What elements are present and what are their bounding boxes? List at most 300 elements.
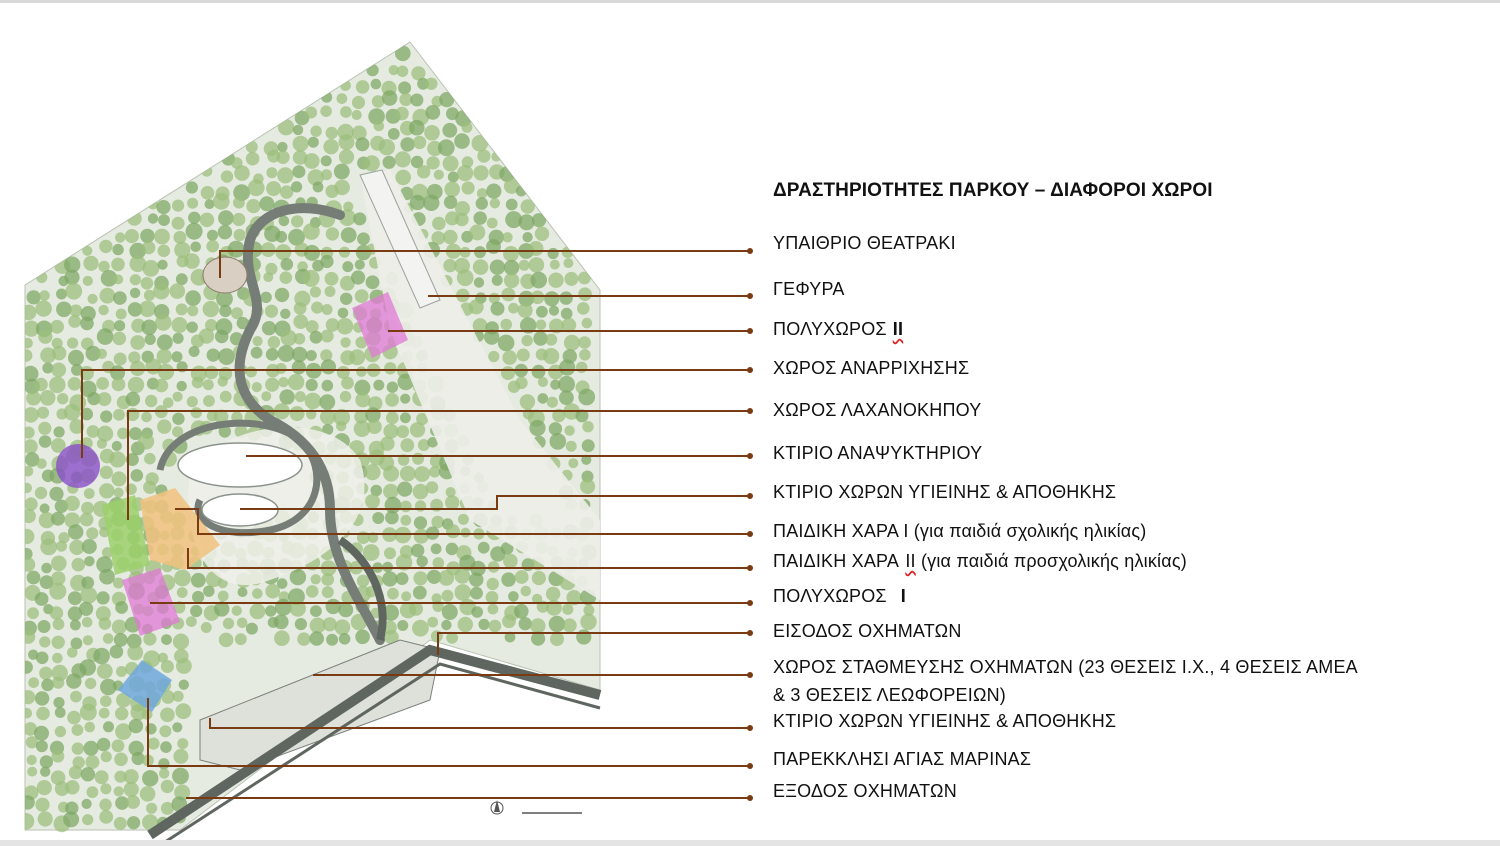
tree bbox=[220, 391, 232, 403]
tree bbox=[544, 291, 559, 306]
tree bbox=[228, 241, 245, 258]
tree bbox=[397, 620, 408, 631]
tree bbox=[461, 528, 471, 538]
tree bbox=[304, 153, 320, 169]
tree bbox=[141, 277, 154, 290]
tree bbox=[173, 634, 189, 650]
tree bbox=[141, 320, 157, 336]
tree bbox=[550, 433, 567, 450]
tree bbox=[548, 248, 559, 259]
tree bbox=[504, 273, 519, 288]
legend-item-climbing-area: ΧΩΡΟΣ ΑΝΑΡΡΙΧΗΣΗΣ bbox=[773, 358, 970, 378]
tree bbox=[461, 122, 472, 133]
tree bbox=[173, 691, 184, 702]
tree bbox=[400, 501, 412, 513]
tree bbox=[339, 134, 355, 150]
tree bbox=[246, 152, 260, 166]
tree bbox=[311, 574, 321, 584]
tree bbox=[321, 573, 334, 586]
tree bbox=[279, 216, 290, 227]
tree bbox=[139, 301, 156, 318]
tree bbox=[218, 376, 228, 386]
tree bbox=[97, 392, 111, 406]
tree bbox=[172, 200, 184, 212]
tree bbox=[561, 308, 573, 320]
tree bbox=[517, 349, 530, 362]
tree bbox=[519, 214, 535, 230]
tree bbox=[547, 397, 558, 408]
legend-item-parking: ΧΩΡΟΣ ΣΤΑΘΜΕΥΣΗΣ ΟΧΗΜΑΤΩΝ (23 ΘΕΣΕΙΣ Ι.Χ., 4 ΘΕΣΕΙΣ ΑΜΕΑ bbox=[773, 657, 1358, 677]
tree bbox=[83, 635, 93, 645]
tree bbox=[206, 240, 219, 253]
tree bbox=[321, 169, 332, 180]
tree bbox=[532, 365, 546, 379]
legend-item-playground-ii bbox=[773, 551, 1187, 572]
tree bbox=[176, 658, 192, 674]
tree bbox=[201, 186, 215, 200]
tree bbox=[266, 348, 279, 361]
legend-item-multi-space-i bbox=[773, 586, 906, 607]
tree bbox=[382, 90, 397, 105]
tree bbox=[543, 348, 559, 364]
tree bbox=[83, 276, 93, 286]
tree bbox=[143, 481, 156, 494]
tree bbox=[400, 438, 414, 452]
tree bbox=[305, 107, 317, 119]
tree bbox=[340, 106, 352, 118]
tree bbox=[127, 816, 140, 829]
tree bbox=[502, 350, 517, 365]
tree bbox=[116, 309, 127, 320]
tree bbox=[100, 783, 111, 794]
tree bbox=[292, 360, 306, 374]
tree bbox=[124, 782, 139, 797]
tree bbox=[72, 742, 84, 754]
tree bbox=[36, 707, 50, 721]
tree bbox=[502, 614, 516, 628]
tree bbox=[549, 306, 559, 316]
legend-item-parking-line2: & 3 ΘΕΣΕΙΣ ΛΕΩΦΟΡΕΙΩΝ) bbox=[773, 685, 1007, 705]
tree bbox=[215, 330, 229, 344]
roman-numeral: I bbox=[900, 586, 906, 606]
tree bbox=[545, 334, 557, 346]
tree bbox=[49, 377, 66, 394]
tree bbox=[113, 332, 127, 346]
tree bbox=[218, 210, 234, 226]
climbing-area bbox=[56, 444, 100, 488]
tree bbox=[207, 230, 218, 241]
tree bbox=[100, 288, 116, 304]
roman-numeral: II bbox=[892, 319, 904, 339]
tree bbox=[38, 620, 51, 633]
tree bbox=[260, 292, 271, 303]
tree bbox=[158, 758, 169, 769]
tree bbox=[310, 605, 322, 617]
tree bbox=[536, 320, 547, 331]
tree bbox=[261, 242, 276, 257]
tree bbox=[275, 244, 291, 260]
tree bbox=[114, 488, 124, 498]
tree bbox=[184, 253, 200, 269]
tree bbox=[340, 293, 352, 305]
tree bbox=[23, 466, 34, 477]
tree bbox=[87, 786, 99, 798]
tree bbox=[413, 136, 426, 149]
tree bbox=[172, 317, 188, 333]
tree bbox=[275, 288, 289, 302]
tree bbox=[158, 214, 170, 226]
tree bbox=[84, 556, 94, 566]
tree bbox=[460, 247, 471, 258]
tree bbox=[49, 487, 63, 501]
leader-dots bbox=[747, 248, 753, 801]
tree bbox=[455, 584, 472, 601]
tree bbox=[276, 151, 289, 164]
tree bbox=[365, 494, 380, 509]
tree bbox=[175, 703, 191, 719]
tree bbox=[72, 724, 84, 736]
tree bbox=[174, 570, 191, 587]
tree bbox=[364, 464, 380, 480]
tree bbox=[113, 578, 124, 589]
legend-item-open-air-theatre: ΥΠΑΙΘΡΙΟ ΘΕΑΤΡΑΚΙ bbox=[773, 233, 956, 253]
tree bbox=[67, 711, 81, 725]
tree bbox=[431, 543, 442, 554]
tree bbox=[56, 289, 67, 300]
tree bbox=[355, 289, 369, 303]
tree bbox=[568, 458, 578, 468]
tree bbox=[336, 421, 346, 431]
tree bbox=[400, 412, 411, 423]
tree bbox=[470, 587, 483, 600]
tree bbox=[498, 335, 515, 352]
tree bbox=[514, 604, 529, 619]
tree bbox=[383, 156, 396, 169]
tree bbox=[35, 691, 49, 705]
tree bbox=[23, 427, 35, 439]
tree bbox=[36, 652, 49, 665]
tree bbox=[266, 181, 281, 196]
tree bbox=[253, 336, 263, 346]
tree bbox=[96, 377, 109, 390]
legend-item-label: ΠΑΙΔΙΚΗ ΧΑΡΑ bbox=[773, 551, 899, 571]
tree bbox=[99, 240, 112, 253]
tree bbox=[582, 318, 593, 329]
tree bbox=[326, 127, 338, 139]
tree bbox=[138, 433, 154, 449]
tree bbox=[292, 165, 305, 178]
tree bbox=[35, 798, 49, 812]
tree bbox=[176, 303, 188, 315]
tree bbox=[443, 156, 459, 172]
tree bbox=[383, 484, 398, 499]
tree bbox=[385, 393, 399, 407]
tree bbox=[38, 330, 52, 344]
tree bbox=[431, 516, 444, 529]
tree bbox=[34, 378, 47, 391]
tree bbox=[397, 482, 412, 497]
tree bbox=[130, 274, 141, 285]
tree bbox=[233, 197, 245, 209]
tree bbox=[97, 591, 110, 604]
tree bbox=[411, 544, 424, 557]
tree bbox=[115, 232, 125, 242]
tree bbox=[366, 275, 380, 289]
tree bbox=[520, 394, 535, 409]
tree bbox=[143, 632, 156, 645]
tree bbox=[156, 200, 170, 214]
tree bbox=[40, 755, 53, 768]
tree bbox=[186, 616, 197, 627]
tree bbox=[492, 275, 503, 286]
tree bbox=[276, 363, 287, 374]
tree bbox=[67, 647, 78, 658]
tree bbox=[41, 679, 54, 692]
tree bbox=[112, 441, 122, 451]
tree bbox=[491, 302, 505, 316]
tree bbox=[550, 632, 564, 646]
tree bbox=[549, 616, 565, 632]
tree bbox=[515, 570, 529, 584]
tree bbox=[538, 377, 548, 387]
tree bbox=[364, 155, 380, 171]
tree bbox=[445, 495, 459, 509]
tree bbox=[140, 229, 154, 243]
tree bbox=[83, 256, 98, 271]
tree bbox=[18, 813, 35, 830]
tree bbox=[367, 419, 382, 434]
tree bbox=[446, 543, 459, 556]
tree bbox=[19, 529, 34, 544]
legend-item-bridge: ΓΕΦΥΡΑ bbox=[773, 279, 845, 299]
tree bbox=[158, 260, 168, 270]
roman-numeral: II bbox=[905, 551, 916, 571]
tree bbox=[85, 678, 96, 689]
tree bbox=[395, 527, 412, 544]
tree bbox=[582, 439, 595, 452]
tree bbox=[99, 617, 112, 630]
tree bbox=[52, 636, 65, 649]
tree bbox=[51, 512, 65, 526]
tree bbox=[114, 633, 128, 647]
tree bbox=[372, 512, 384, 524]
tree bbox=[580, 614, 596, 630]
tree bbox=[251, 347, 263, 359]
tree bbox=[80, 587, 97, 604]
tree bbox=[57, 393, 68, 404]
tree bbox=[39, 435, 52, 448]
tree bbox=[72, 558, 86, 572]
tree bbox=[40, 503, 50, 513]
tree bbox=[173, 231, 186, 244]
tree bbox=[410, 195, 425, 210]
tree bbox=[409, 120, 425, 136]
tree bbox=[500, 319, 512, 331]
tree bbox=[413, 586, 427, 600]
tree bbox=[112, 739, 125, 752]
tree bbox=[26, 391, 41, 406]
tree bbox=[275, 599, 292, 616]
tree bbox=[564, 335, 580, 351]
tree bbox=[22, 509, 36, 523]
legend-item-vehicle-exit: ΕΞΟΔΟΣ ΟΧΗΜΑΤΩΝ bbox=[773, 781, 957, 801]
tree bbox=[501, 366, 515, 380]
tree bbox=[159, 725, 171, 737]
tree bbox=[172, 351, 183, 362]
tree bbox=[95, 770, 109, 784]
tree bbox=[325, 272, 339, 286]
tree bbox=[322, 586, 334, 598]
tree bbox=[85, 755, 99, 769]
tree bbox=[23, 407, 39, 423]
tree bbox=[501, 572, 515, 586]
tree bbox=[99, 799, 111, 811]
tree bbox=[218, 348, 235, 365]
tree bbox=[417, 165, 430, 178]
tree bbox=[357, 575, 370, 588]
tree bbox=[130, 288, 140, 298]
tree bbox=[529, 420, 545, 436]
tree bbox=[172, 413, 184, 425]
tree bbox=[70, 304, 83, 317]
tree bbox=[426, 481, 438, 493]
tree bbox=[274, 630, 290, 646]
tree bbox=[179, 680, 189, 690]
tree bbox=[262, 321, 276, 335]
tree bbox=[322, 380, 334, 392]
tree bbox=[186, 181, 198, 193]
tree bbox=[200, 213, 215, 228]
tree bbox=[441, 620, 451, 630]
tree bbox=[82, 814, 93, 825]
tree bbox=[508, 591, 519, 602]
tree bbox=[111, 258, 125, 272]
tree bbox=[39, 290, 50, 301]
tree bbox=[177, 587, 188, 598]
tree bbox=[400, 515, 411, 526]
tree bbox=[340, 391, 351, 402]
tree bbox=[55, 726, 66, 737]
tree bbox=[531, 291, 545, 305]
tree bbox=[310, 286, 321, 297]
tree bbox=[157, 334, 173, 350]
tree bbox=[54, 426, 65, 437]
tree bbox=[98, 305, 108, 315]
tree bbox=[203, 379, 214, 390]
tree bbox=[24, 497, 37, 510]
tree bbox=[412, 620, 429, 637]
tree bbox=[469, 573, 483, 587]
tree bbox=[63, 811, 79, 827]
tree bbox=[252, 382, 262, 392]
tree bbox=[125, 229, 139, 243]
tree bbox=[339, 633, 351, 645]
tree bbox=[310, 331, 323, 344]
tree bbox=[529, 241, 544, 256]
tree bbox=[311, 302, 323, 314]
tree bbox=[40, 390, 56, 406]
tree bbox=[21, 557, 35, 571]
tree bbox=[338, 308, 349, 319]
tree bbox=[473, 165, 488, 180]
tree bbox=[188, 212, 200, 224]
tree bbox=[187, 396, 198, 407]
tree bbox=[274, 615, 289, 630]
tree bbox=[395, 151, 411, 167]
legend-item-chapel: ΠΑΡΕΚΚΛΗΣΙ ΑΓΙΑΣ ΜΑΡΙΝΑΣ bbox=[773, 749, 1032, 769]
tree bbox=[155, 314, 172, 331]
tree bbox=[429, 466, 440, 477]
tree bbox=[339, 149, 354, 164]
tree bbox=[320, 255, 333, 268]
tree bbox=[161, 780, 174, 793]
tree bbox=[281, 258, 294, 271]
tree bbox=[112, 244, 123, 255]
tree bbox=[101, 751, 112, 762]
tree bbox=[454, 133, 470, 149]
tree bbox=[538, 393, 549, 404]
tree bbox=[50, 606, 64, 620]
tree bbox=[93, 648, 110, 665]
tree bbox=[395, 170, 411, 186]
tree bbox=[53, 618, 65, 630]
legend-item-vegetable-garden: ΧΩΡΟΣ ΛΑΧΑΝΟΚΗΠΟΥ bbox=[773, 400, 982, 420]
tree bbox=[35, 487, 47, 499]
tree bbox=[342, 261, 353, 272]
tree bbox=[27, 755, 37, 765]
legend-item-wc-storage-2: ΚΤΙΡΙΟ ΧΩΡΩΝ ΥΓΙΕΙΝΗΣ & ΑΠΟΘΗΚΗΣ bbox=[773, 711, 1117, 731]
tree bbox=[259, 196, 274, 211]
tree bbox=[100, 466, 113, 479]
tree bbox=[379, 139, 395, 155]
tree bbox=[246, 366, 257, 377]
tree bbox=[219, 633, 234, 648]
tree bbox=[306, 350, 317, 361]
tree bbox=[145, 395, 157, 407]
tree bbox=[536, 306, 548, 318]
tree bbox=[566, 441, 577, 452]
tree bbox=[356, 80, 370, 94]
tree bbox=[173, 749, 188, 764]
tree bbox=[471, 606, 483, 618]
tree bbox=[577, 302, 590, 315]
tree bbox=[462, 181, 475, 194]
tree bbox=[154, 229, 170, 245]
tree bbox=[374, 121, 385, 132]
tree bbox=[64, 404, 81, 421]
tree bbox=[141, 412, 152, 423]
tree bbox=[103, 633, 114, 644]
tree bbox=[506, 199, 518, 211]
tree bbox=[341, 377, 354, 390]
tree bbox=[291, 181, 302, 192]
tree bbox=[185, 290, 201, 306]
tree bbox=[321, 155, 332, 166]
tree bbox=[126, 392, 141, 407]
tree bbox=[232, 213, 245, 226]
tree bbox=[192, 377, 204, 389]
tree bbox=[355, 137, 369, 151]
legend-item-cafeteria: ΚΤΙΡΙΟ ΑΝΑΨΥΚΤΗΡΙΟΥ bbox=[773, 443, 983, 463]
tree bbox=[21, 690, 35, 704]
tree bbox=[140, 786, 156, 802]
tree bbox=[355, 630, 370, 645]
tree bbox=[578, 336, 591, 349]
tree bbox=[353, 212, 366, 225]
tree bbox=[246, 199, 260, 213]
tree bbox=[306, 585, 319, 598]
tree bbox=[339, 247, 350, 258]
